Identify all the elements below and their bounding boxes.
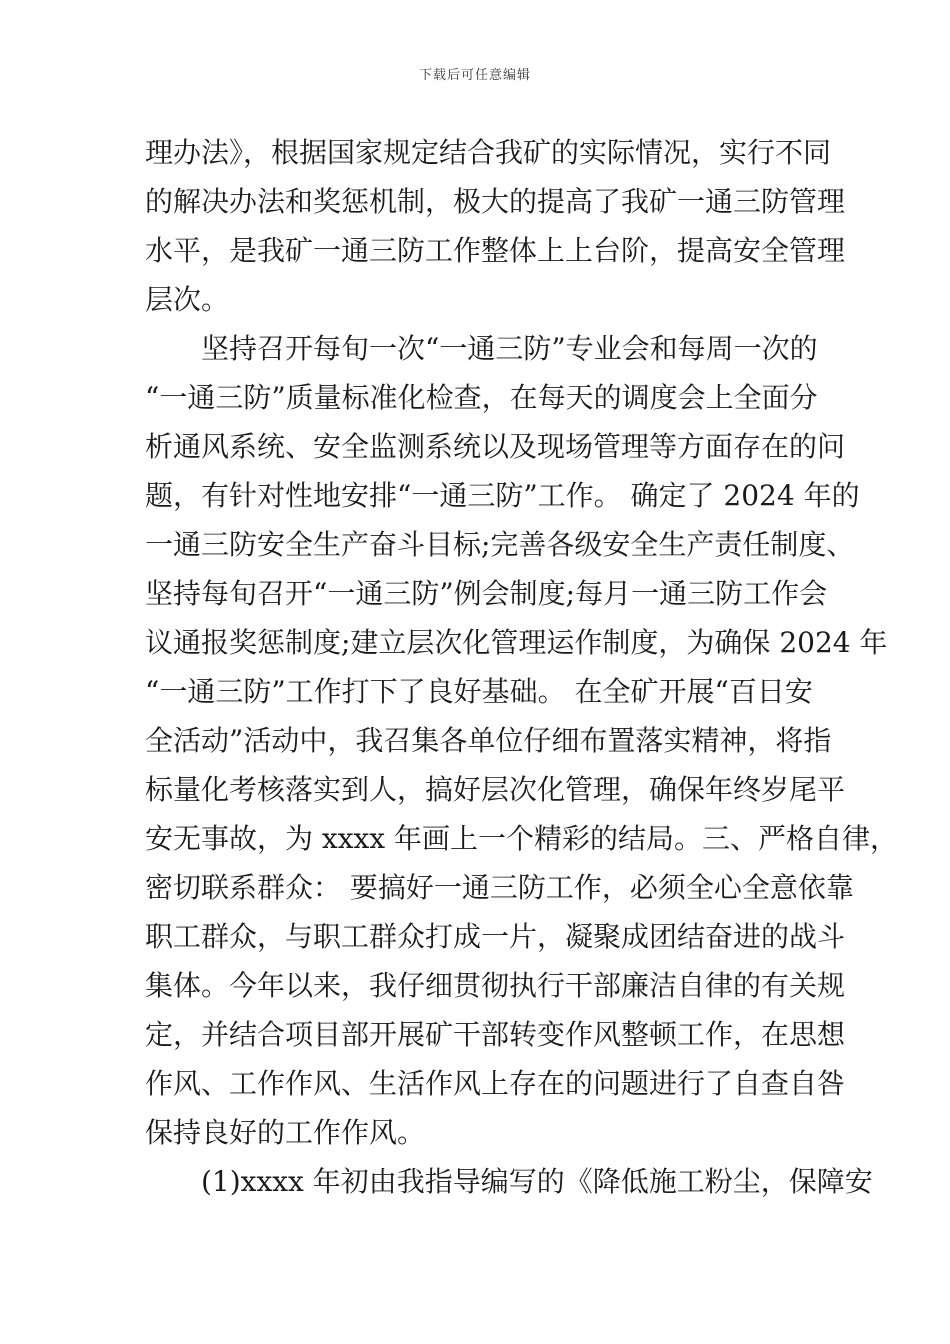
text-line: “一通三防”工作打下了良好基础。 在全矿开展“百日安	[145, 675, 813, 708]
text-line: 集体。今年以来，我仔细贯彻执行干部廉洁自律的有关规	[145, 969, 846, 1002]
text-line: 析通风系统、安全监测系统以及现场管理等方面存在的问	[145, 430, 846, 463]
text-line: (1)xxxx 年初由我指导编写的《降低施工粉尘，保障安	[145, 1165, 873, 1198]
text-line: 定，并结合项目部开展矿干部转变作风整顿工作，在思想	[145, 1018, 846, 1051]
paragraph	[145, 1157, 873, 1206]
text-line: 一通三防安全生产奋斗目标;完善各级安全生产责任制度、	[145, 528, 855, 561]
text-line: 坚持每旬召开“一通三防”例会制度;每月一通三防工作会	[145, 577, 828, 610]
text-line: 全活动”活动中，我召集各单位仔细布置落实精神，将指	[145, 724, 832, 757]
page-header: 下载后可任意编辑	[418, 68, 531, 83]
paragraph	[145, 128, 846, 324]
text-line: 密切联系群众： 要搞好一通三防工作，必须全心全意依靠	[145, 871, 854, 904]
text-line: 理办法》，根据国家规定结合我矿的实际情况，实行不同	[145, 136, 832, 169]
text-line: 职工群众，与职工群众打成一片，凝聚成团结奋进的战斗	[145, 920, 846, 953]
text-line: 安无事故，为 xxxx 年画上一个精彩的结局。三、严格自律，	[145, 822, 898, 855]
document-body	[145, 128, 898, 1206]
text-line: 坚持召开每旬一次“一通三防”专业会和每周一次的	[145, 332, 818, 365]
text-line: “一通三防”质量标准化检查，在每天的调度会上全面分	[145, 381, 818, 414]
text-line: 的解决办法和奖惩机制，极大的提高了我矿一通三防管理	[145, 185, 846, 218]
text-line: 标量化考核落实到人，搞好层次化管理，确保年终岁尾平	[145, 773, 846, 806]
paragraph	[145, 324, 898, 1157]
text-line: 作风、工作作风、生活作风上存在的问题进行了自查自咎	[145, 1067, 846, 1100]
text-line: 水平，是我矿一通三防工作整体上上台阶，提高安全管理	[145, 234, 846, 267]
text-line: 题，有针对性地安排“一通三防”工作。 确定了 2024 年的	[145, 479, 860, 512]
text-line: 层次。	[145, 283, 230, 316]
text-line: 议通报奖惩制度;建立层次化管理运作制度，为确保 2024 年	[145, 626, 888, 659]
text-line: 保持良好的工作作风。	[145, 1116, 426, 1149]
